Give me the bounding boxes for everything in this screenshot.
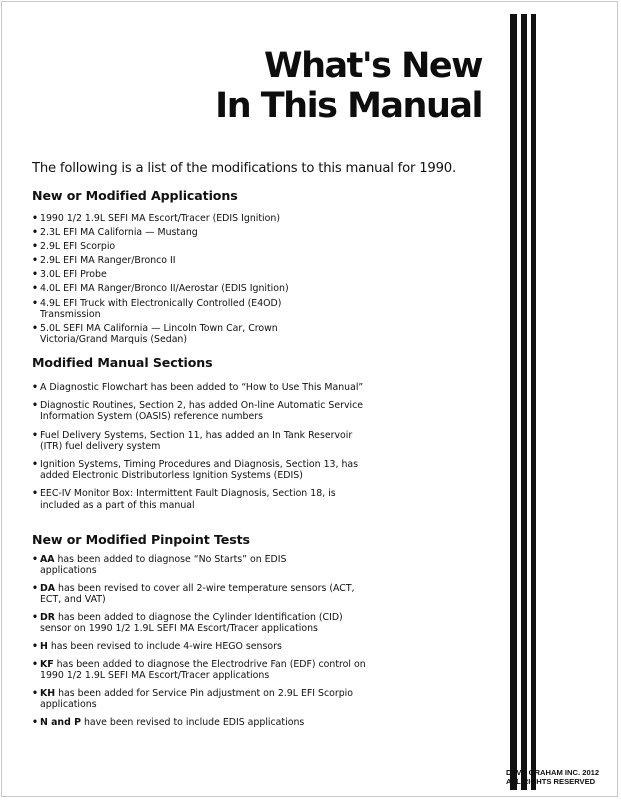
test-text: has been added for Service Pin adjustment on 2.9L EFI Scorpio applications (40, 687, 354, 710)
test-text: have been revised to include EDIS applications (80, 716, 305, 728)
list-item: • Fuel Delivery Systems, Section 11, has added an In Tank Reservoir (ITR) fuel delivery system (32, 430, 355, 452)
list-item: • 5.0L SEFI MA California — Lincoln Town Car, Crown Victoria/Grand Marquis (Sedan) (32, 323, 340, 345)
list-item: • 2.9L EFI Scorpio (32, 241, 392, 252)
test-text: has been revised to cover all 2-wire temperature sensors (ACT, ECT, and VAT) (40, 583, 355, 606)
test-key: AA (40, 554, 55, 565)
test-text: has been revised to include 4-wire HEGO sensors (47, 641, 282, 652)
test-key: KF (40, 658, 54, 670)
list-item: • 2.3L EFI MA California — Mustang (32, 227, 392, 238)
vertical-bar (510, 14, 517, 790)
sections-heading: Modified Manual Sections (32, 355, 213, 370)
tests-heading: New or Modified Pinpoint Tests (32, 532, 250, 547)
test-text: has been added to diagnose the Electrodrive Fan (EDF) control on 1990 1/2 1.9L SEFI MA Escort/Tracer applications (40, 658, 366, 681)
list-item (32, 659, 370, 681)
test-key: N and P (40, 716, 81, 728)
list-item: • 4.0L EFI MA Ranger/Bronco II/Aerostar (EDIS Ignition) (32, 283, 392, 294)
list-item (32, 641, 370, 652)
copyright-footer (506, 768, 616, 787)
applications-list (32, 213, 392, 348)
list-item: • Ignition Systems, Timing Procedures and Diagnosis, Section 13, has added Electronic Distributorless Ignition Systems (EDIS) (32, 459, 380, 481)
list-item: • 3.0L EFI Probe (32, 269, 392, 280)
test-key: DA (40, 583, 56, 594)
list-item: • 1990 1/2 1.9L SEFI MA Escort/Tracer (EDIS Ignition) (32, 213, 392, 224)
list-item (32, 583, 370, 605)
title-line-1: What's New (264, 46, 482, 86)
applications-heading: New or Modified Applications (32, 188, 238, 203)
list-item: • A Diagnostic Flowchart has been added to “How to Use This Manual” (32, 382, 370, 393)
test-key: DR (40, 612, 56, 623)
test-text: has been added to diagnose the Cylinder Identification (CID) sensor on 1990 1/2 1.9L SEFI MA Escort/Tracer applications (40, 612, 343, 635)
list-item (32, 612, 360, 634)
list-item (32, 688, 360, 710)
footer-line-1: DAVE GRAHAM INC. 2012 (506, 768, 600, 777)
tests-list (32, 554, 392, 735)
test-text: has been added to diagnose “No Starts” on EDIS applications (40, 554, 287, 577)
footer-line-2: ALL RIGHTS RESERVED (506, 777, 596, 787)
list-item: • Diagnostic Routines, Section 2, has added On-line Automatic Service Information System (OASIS) reference numbers (32, 400, 385, 422)
list-item (32, 717, 370, 728)
list-item (32, 554, 325, 576)
test-key: KH (40, 687, 56, 699)
list-item: • 2.9L EFI MA Ranger/Bronco II (32, 255, 392, 266)
intro-text: The following is a list of the modifications to this manual for 1990. (32, 161, 456, 176)
vertical-bar (521, 14, 527, 790)
vertical-bar (531, 14, 536, 790)
sections-list (32, 382, 392, 518)
list-item: • EEC-IV Monitor Box: Intermittent Fault Diagnosis, Section 18, is included as a part of this manual (32, 488, 370, 510)
page-title (215, 46, 482, 126)
list-item: • 4.9L EFI Truck with Electronically Controlled (E4OD) Transmission (32, 298, 340, 320)
title-line-2: In This Manual (215, 86, 482, 126)
test-key: H (40, 641, 48, 652)
